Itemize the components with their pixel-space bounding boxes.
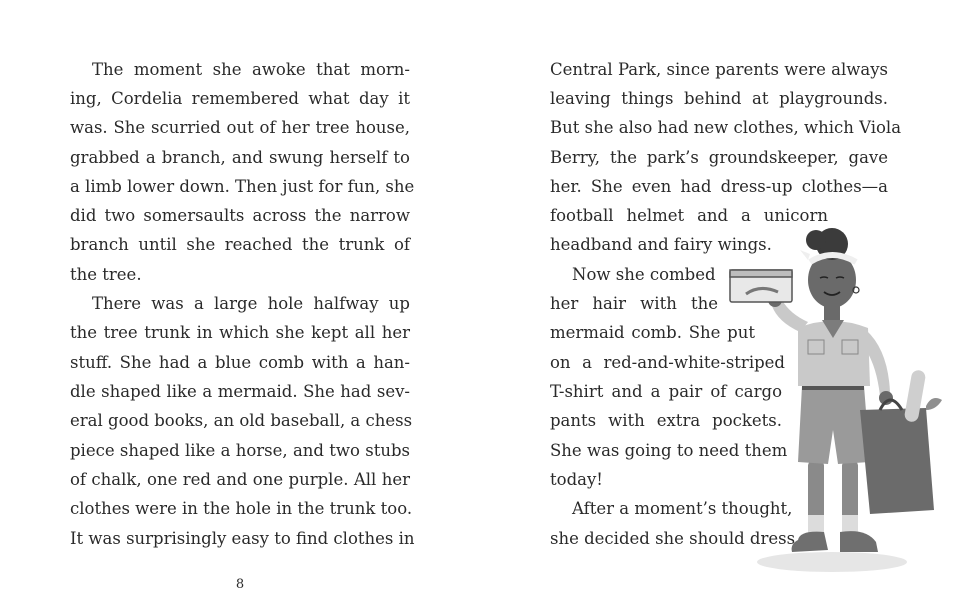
text-line: mermaid comb. She put [550, 323, 755, 342]
groundskeeper-woman-illustration [720, 210, 950, 580]
text-line: pants with extra pockets. [550, 411, 782, 430]
text-line: The moment she awoke that morn- [92, 60, 410, 79]
text-line: a limb lower down. Then just for fun, she [70, 177, 415, 196]
text-line: today! [550, 470, 603, 489]
text-line: She was going to need them [550, 441, 788, 460]
text-line: of chalk, one red and one purple. All her [70, 470, 410, 489]
text-line: ing, Cordelia remembered what day it [70, 89, 410, 108]
text-line: football helmet and a unicorn [550, 206, 828, 225]
text-line: leaving things behind at playgrounds. [550, 89, 888, 108]
text-line: the tree trunk in which she kept all her [70, 323, 410, 342]
text-line: was. She scurried out of her tree house, [70, 118, 410, 137]
text-line: But she also had new clothes, which Viola [550, 118, 902, 137]
text-line: her hair with the [550, 294, 718, 313]
page-number: 8 [235, 577, 245, 592]
text-line: branch until she reached the trunk of [70, 235, 410, 254]
text-line: dle shaped like a mermaid. She had sev- [70, 382, 410, 401]
text-line: grabbed a branch, and swung herself to [70, 148, 410, 167]
text-line: It was surprisingly easy to find clothes in [70, 529, 415, 548]
text-line: Central Park, since parents were always [550, 60, 888, 79]
text-line: There was a large hole halfway up [92, 294, 410, 313]
text-line: Now she combed [572, 265, 716, 284]
text-line: Berry, the park’s groundskeeper, gave [550, 148, 888, 167]
text-line: on a red-and-white-striped [550, 353, 785, 372]
text-line: headband and fairy wings. [550, 235, 772, 254]
text-line: did two somersaults across the narrow [70, 206, 410, 225]
text-line: stuff. She had a blue comb with a han- [70, 353, 410, 372]
text-line: piece shaped like a horse, and two stubs [70, 441, 410, 460]
text-line: she decided she should dress [550, 529, 796, 548]
text-line: eral good books, an old baseball, a chess [70, 411, 413, 430]
text-line: After a moment’s thought, [572, 499, 793, 518]
text-line: T-shirt and a pair of cargo [550, 382, 782, 401]
text-line: the tree. [70, 265, 142, 284]
text-line: her. She even had dress-up clothes—a [550, 177, 888, 196]
text-line: clothes were in the hole in the trunk too. [70, 499, 413, 518]
